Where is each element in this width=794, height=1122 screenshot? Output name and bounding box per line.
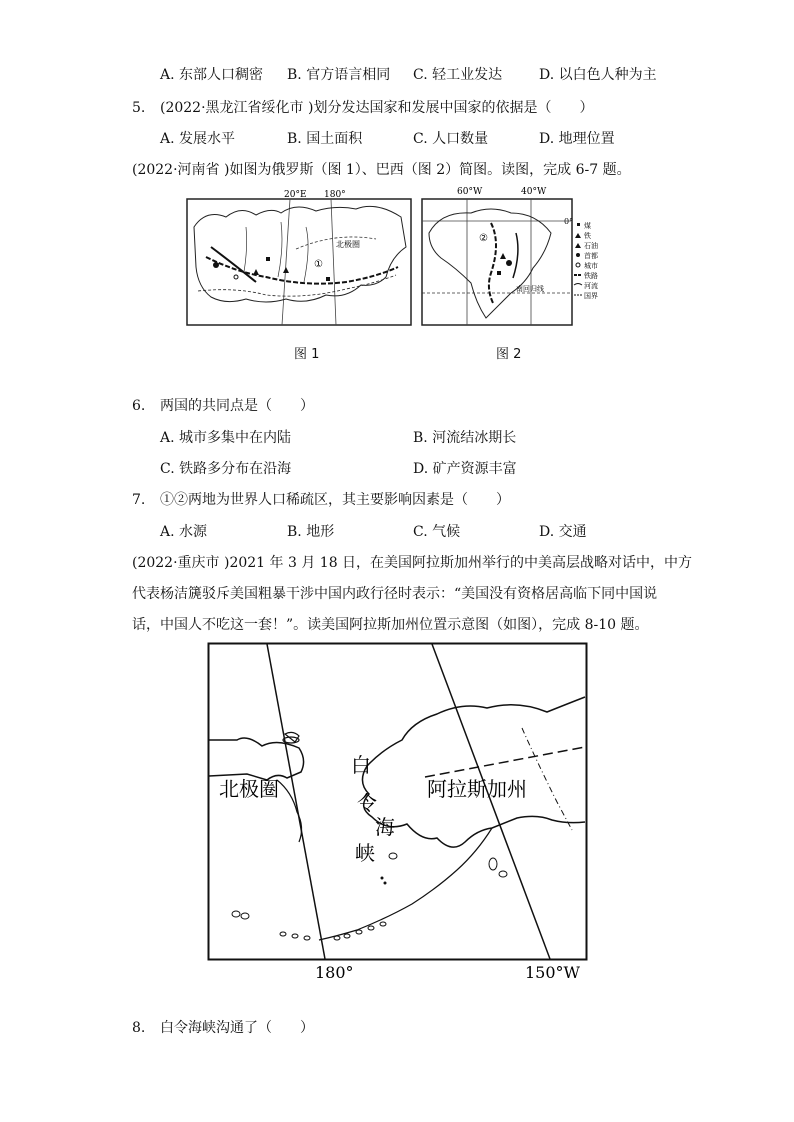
figure-2-caption: 图 2 — [496, 347, 522, 362]
q5-option-c: C. 人口数量 — [413, 131, 489, 147]
fig2-lon-label: 40°W — [521, 187, 547, 197]
intro-8-10-line-2: 代表杨洁篪驳斥美国粗暴干涉中国内政行径时表示：“美国没有资格居高临下同中国说 — [132, 586, 658, 602]
q4-option-d: D. 以白色人种为主 — [539, 67, 657, 83]
q7-stem: ①②两地为世界人口稀疏区，其主要影响因素是（ ） — [160, 492, 510, 508]
q7-option-c: C. 气候 — [413, 524, 461, 540]
q7-option-d: D. 交通 — [539, 524, 587, 540]
q6-number: 6. — [132, 398, 146, 414]
alaska-location-map — [207, 642, 591, 982]
q6-option-c: C. 铁路多分布在沿海 — [160, 461, 292, 477]
map3-strait-char: 令 — [357, 791, 377, 815]
map3-strait-char: 峡 — [355, 841, 375, 865]
fig2-legend-item: 国界 — [584, 292, 598, 300]
map3-lon-label: 180° — [315, 963, 354, 982]
q5-option-d: D. 地理位置 — [539, 131, 615, 147]
fig2-legend-item: 首都 — [584, 252, 598, 260]
q4-option-c: C. 轻工业发达 — [413, 67, 503, 83]
map3-alaska-label: 阿拉斯加州 — [427, 777, 527, 801]
q6-option-b: B. 河流结冰期长 — [413, 430, 517, 446]
fig2-tropic-label: 南回归线 — [516, 285, 544, 293]
fig2-lon-label: 60°W — [457, 187, 483, 197]
fig2-legend-item: 河流 — [584, 282, 598, 290]
fig2-legend-item: 城市 — [584, 262, 598, 270]
q5-stem: (2022·黑龙江省绥化市 )划分发达国家和发展中国家的依据是（ ） — [160, 100, 594, 116]
intro-6-7: (2022·河南省 )如图为俄罗斯（图 1）、巴西（图 2）简图。读图，完成 6-7 题。 — [132, 162, 631, 178]
q8-number: 8. — [132, 1020, 146, 1036]
figure-2-brazil-map — [421, 183, 612, 327]
fig2-equator-label: 0° — [564, 217, 574, 226]
fig2-legend-item: 铁 — [584, 232, 591, 240]
map3-lon-label: 150°W — [525, 963, 580, 982]
q4-option-a: A. 东部人口稠密 — [160, 67, 264, 83]
figure-1-caption: 图 1 — [294, 347, 320, 362]
q7-number: 7. — [132, 492, 146, 508]
q4-option-b: B. 官方语言相同 — [287, 67, 391, 83]
q6-option-a: A. 城市多集中在内陆 — [160, 430, 292, 446]
map3-strait-char: 海 — [375, 815, 395, 839]
q6-stem: 两国的共同点是（ ） — [160, 398, 314, 414]
q5-option-b: B. 国土面积 — [287, 131, 363, 147]
intro-8-10-line-1: (2022·重庆市 )2021 年 3 月 18 日，在美国阿拉斯加州举行的中美高层战略对话中，中方 — [132, 555, 693, 571]
fig1-lon-label: 20°E — [284, 190, 307, 200]
q8-stem: 白令海峡沟通了（ ） — [160, 1020, 314, 1036]
map3-strait-char: 白 — [351, 753, 371, 777]
q7-option-a: A. 水源 — [160, 524, 208, 540]
fig1-lon-label: 180° — [324, 190, 346, 200]
q5-option-a: A. 发展水平 — [160, 131, 236, 147]
fig2-legend-item: 石油 — [584, 242, 598, 250]
fig2-circle-label: ② — [479, 233, 488, 244]
fig2-legend-item: 铁路 — [584, 272, 598, 280]
q7-option-b: B. 地形 — [287, 524, 335, 540]
fig1-circle-label: ① — [314, 259, 323, 270]
intro-8-10-line-3: 话，中国人不吃这一套！”。读美国阿拉斯加州位置示意图（如图），完成 8-10 题。 — [132, 617, 649, 633]
map3-arctic-label: 北极圈 — [219, 777, 279, 801]
figure-1-russia-map — [186, 187, 412, 327]
fig1-arctic-label: 北极圈 — [336, 240, 360, 249]
fig2-legend-item: 煤 — [584, 222, 591, 230]
q5-number: 5. — [132, 100, 146, 116]
q6-option-d: D. 矿产资源丰富 — [413, 461, 517, 477]
